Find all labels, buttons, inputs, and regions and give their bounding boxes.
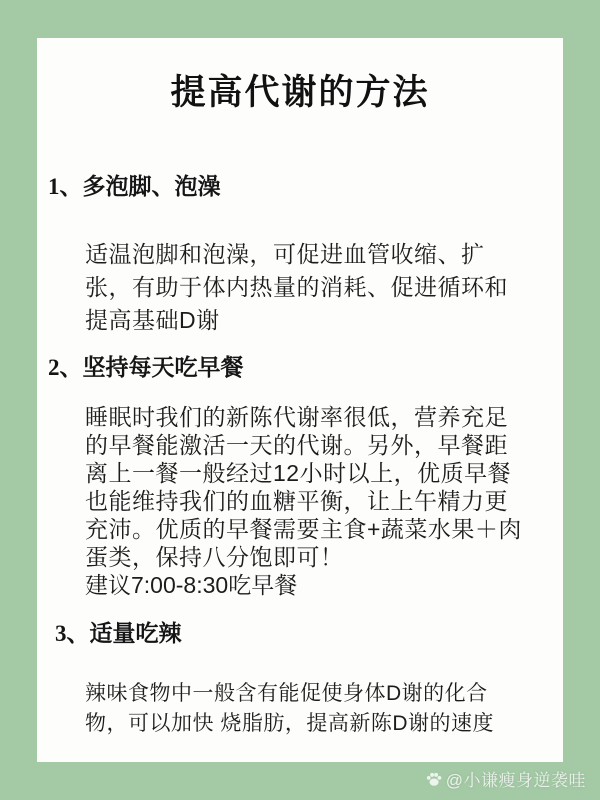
content-card	[37, 38, 563, 762]
page-title: 提高代谢的方法	[170, 73, 430, 112]
section-2-tip: 建议7:00-8:30吃早餐	[85, 572, 298, 598]
watermark-text: @小谦瘦身逆袭哇	[445, 771, 586, 790]
watermark	[425, 766, 586, 791]
section-3-body: 辣味食物中一般含有能促使身体D谢的化合物，可以加快 烧脂肪，提高新陈D谢的速度	[85, 682, 494, 735]
section-3-heading: 3、适量吃辣	[55, 621, 182, 646]
section-1-heading: 1、多泡脚、泡澡	[48, 174, 221, 199]
paw-icon	[425, 770, 443, 788]
section-2-heading: 2、坚持每天吃早餐	[48, 355, 244, 380]
section-2-body: 睡眠时我们的新陈代谢率很低，营养充足的早餐能激活一天的代谢。另外，早餐距离上一餐一般经过12小时以上，优质早餐也能维持我们的血糖平衡，让上午精力更充沛。优质的早餐需要主食+蔬菜水果＋肉蛋类，保持八分饱即可！	[85, 404, 522, 570]
section-1-body: 适温泡脚和泡澡，可促进血管收缩、扩张，有助于体内热量的消耗、促进循环和提高基础D谢	[85, 241, 508, 333]
